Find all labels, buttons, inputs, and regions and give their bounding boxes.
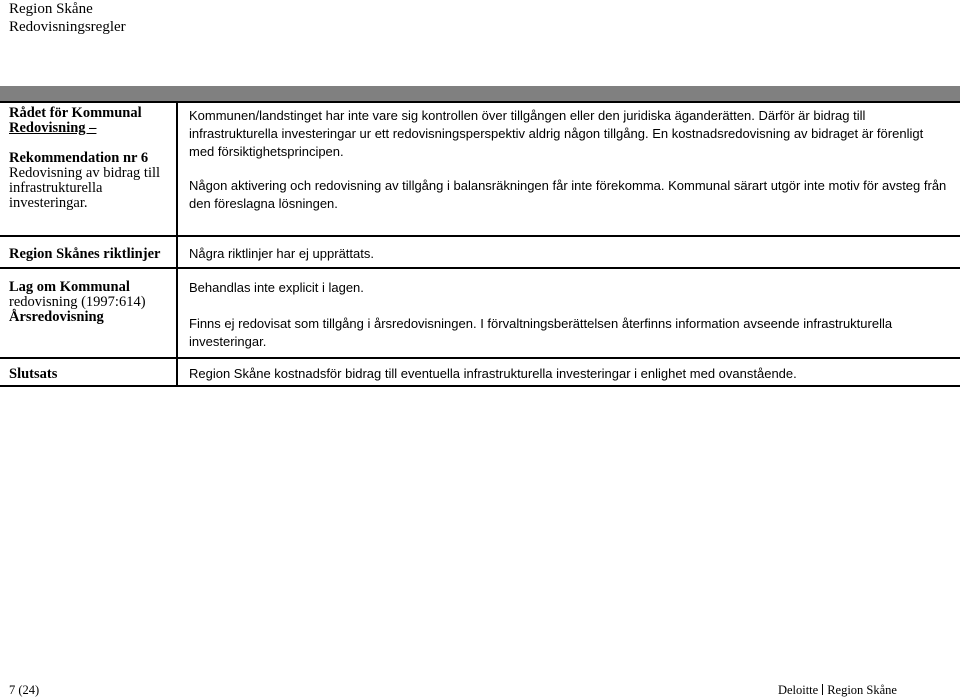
row-divider [0,385,960,387]
row-divider [0,357,960,359]
page-header [9,0,126,36]
header-doc-title: Redovisningsregler [9,19,126,35]
radet-paragraph-1: Kommunen/landstinget har inte vare sig kontrollen över tillgången eller den juridiska äganderätten. Därför är bidrag till infrastrukturella investeringar ur ett redovisningsperspektiv aldrig någon tillgång. En kostnadsredovisning av bidraget är förenligt med försiktighetsprincipen. [189,108,924,159]
footer-brand-region: Region Skåne [827,683,897,697]
radet-paragraph-2: Någon aktivering och redovisning av tillgång i balansräkningen får inte förekomma. Kommunal särart utgör inte motiv för avsteg från den föreslagna lösningen. [189,178,947,211]
lag-label-line2: redovisning (1997:614) [9,294,146,310]
row-slutsats-label [0,362,176,382]
lag-label-line1: Lag om Kommunal [9,279,130,295]
page-number: 7 (24) [9,683,40,697]
rek-label: Rekommendation nr 6 [9,150,149,166]
row-divider [0,267,960,269]
footer-separator [822,684,823,695]
rek-description: Redovisning av bidrag till infrastrukturella investeringar. [9,165,161,211]
row-riktlinjer-label [0,242,176,262]
row-radet-label [0,101,176,235]
row-radet-content [176,103,960,213]
riktlinjer-label: Region Skånes riktlinjer [9,246,161,262]
slutsats-label: Slutsats [9,366,58,382]
footer-brand-deloitte: Deloitte [777,683,819,697]
row-divider [0,235,960,237]
lag-content: Behandlas inte explicit i lagen. [189,280,364,295]
row-lag-label [0,275,176,325]
arsredovisning-content: Finns ej redovisat som tillgång i årsredovisningen. I förvaltningsberättelsen återfinns information avseende infrastrukturella investeringar. [189,316,893,349]
table-header-bar [0,86,960,101]
radet-label-line1: Rådet för Kommunal [9,105,142,121]
footer-brand [778,683,897,698]
radet-label-line2: Redovisning – [9,120,97,136]
slutsats-content: Region Skåne kostnadsför bidrag till eventuella infrastrukturella investeringar i enlighet med ovanstående. [189,366,797,381]
riktlinjer-content: Några riktlinjer har ej upprättats. [189,246,374,261]
arsredovisning-label: Årsredovisning [9,309,104,325]
header-org: Region Skåne [9,1,93,17]
